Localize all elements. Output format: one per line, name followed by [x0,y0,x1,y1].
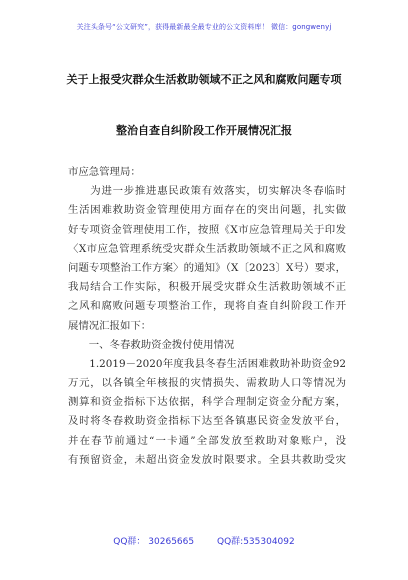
body-line: 〈X市应急管理系统受灾群众生活救助领域不正之风和腐败 [68,242,346,255]
body-line: 我局结合工作实际，积极开展受灾群众生活救助领域不正 [68,281,346,294]
body-line: 万元，以各镇全年核报的灾情损失、需救助人口等情况为 [68,377,346,390]
body-line: 测算和资金指标下达依据，科学合理制定资金分配方案， [68,396,346,409]
body-line: 为进一步推进惠民政策有效落实，切实解决冬春临时 [68,185,346,198]
header-banner: 关注头条号“公文研究”，获得最新最全最专业的公文资料库！ 微信：gongwenyj [76,23,332,31]
document-body [68,163,346,470]
footer-qq-groups: QQ群： 30265665 QQ群:535304092 [113,537,295,547]
body-line: 生活困难救助资金管理使用方面存在的突出问题，扎实做 [68,204,346,217]
body-line: 有预留资金，未超出资金发放时限要求。全县共救助受灾 [68,453,346,466]
body-line: 及时将冬春救助资金指标下达至各镇惠民资金发放平台， [68,415,346,428]
body-line: 好专项资金管理使用工作，按照《X市应急管理局关于印发 [68,223,346,236]
document-title-line-2: 整治自查自纠阶段工作开展情况汇报 [116,124,292,137]
body-line: 问题专项整治工作方案〉的通知》（X〔2023〕X号）要求， [68,261,346,274]
body-line: 并在春节前通过“一卡通”全部发放至救助对象账户，没 [68,434,346,447]
body-line: 之风和腐败问题专项整治工作，现将自查自纠阶段工作开 [68,300,346,313]
body-line: 1.2019－2020年度我县冬春生活困难救助补助资金92 [68,357,346,370]
document-title-line-1: 关于上报受灾群众生活救助领域不正之风和腐败问题专项 [66,73,342,86]
body-line: 一、冬春救助资金拨付使用情况 [68,338,235,351]
body-line: 展情况汇报如下： [68,319,152,332]
body-line: 市应急管理局： [68,166,141,178]
